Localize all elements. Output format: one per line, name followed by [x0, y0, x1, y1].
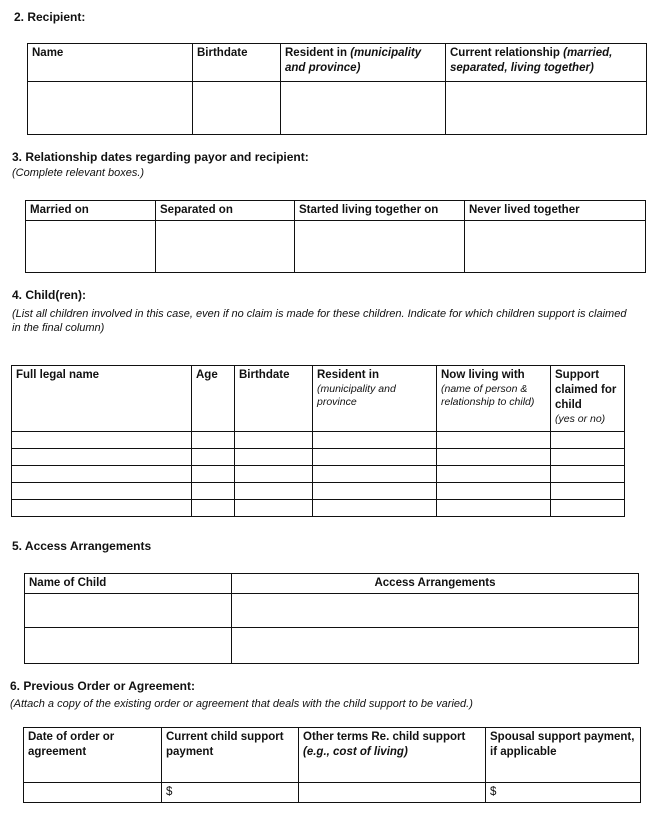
- recipient-name-field[interactable]: [28, 82, 193, 135]
- recipient-relationship-field[interactable]: [446, 82, 647, 135]
- separated-on-header: Separated on: [156, 201, 295, 221]
- section-4-note: (List all children involved in this case, even if no claim is made for these children. Indicate for which children support is claimed in the final column): [12, 308, 627, 334]
- children-table: [11, 365, 625, 517]
- table-row: [12, 466, 625, 483]
- recipient-resident-field[interactable]: [281, 82, 446, 135]
- recipient-birthdate-field[interactable]: [193, 82, 281, 135]
- recipient-relationship-header: Current relationship (married, separated, living together): [446, 44, 647, 82]
- table-row: [25, 594, 639, 628]
- current-support-header: Current child support payment: [162, 728, 299, 783]
- section-4-heading: 4. Child(ren):: [12, 288, 86, 302]
- spousal-support-header: Spousal support payment, if applicable: [486, 728, 641, 783]
- child-resident-header: Resident in (municipality and province: [313, 366, 437, 432]
- never-lived-together-field[interactable]: [465, 221, 646, 273]
- other-terms-field[interactable]: [299, 783, 486, 803]
- never-lived-together-header: Never lived together: [465, 201, 646, 221]
- separated-on-field[interactable]: [156, 221, 295, 273]
- table-row: [12, 449, 625, 466]
- started-living-together-field[interactable]: [295, 221, 465, 273]
- dollar-sign: $: [490, 786, 497, 798]
- recipient-table: [27, 43, 647, 135]
- access-child-name-header: Name of Child: [25, 574, 232, 594]
- child-living-with-header: Now living with (name of person & relationship to child): [437, 366, 551, 432]
- order-date-field[interactable]: [24, 783, 162, 803]
- recipient-name-header: Name: [28, 44, 193, 82]
- other-terms-header: Other terms Re. child support (e.g., cost of living): [299, 728, 486, 783]
- recipient-resident-header: Resident in (municipality and province): [281, 44, 446, 82]
- access-arrangements-table: [24, 573, 639, 664]
- section-6-note: (Attach a copy of the existing order or agreement that deals with the child support to be varied.): [10, 698, 473, 710]
- table-row: [12, 500, 625, 517]
- previous-order-table: [23, 727, 641, 803]
- child-name-header: Full legal name: [12, 366, 192, 432]
- married-on-field[interactable]: [26, 221, 156, 273]
- table-row: [25, 628, 639, 664]
- access-arrangements-header: Access Arrangements: [232, 574, 639, 594]
- dollar-sign: $: [166, 786, 173, 798]
- child-support-claimed-header: Support claimed for child (yes or no): [551, 366, 625, 432]
- child-age-header: Age: [192, 366, 235, 432]
- section-6-heading: 6. Previous Order or Agreement:: [10, 679, 195, 693]
- recipient-birthdate-header: Birthdate: [193, 44, 281, 82]
- married-on-header: Married on: [26, 201, 156, 221]
- table-row: [12, 432, 625, 449]
- current-support-field[interactable]: [162, 783, 299, 803]
- section-2-heading: 2. Recipient:: [14, 10, 86, 24]
- relationship-dates-table: [25, 200, 646, 273]
- spousal-support-field[interactable]: [486, 783, 641, 803]
- section-3-note: (Complete relevant boxes.): [12, 167, 145, 179]
- section-5-heading: 5. Access Arrangements: [12, 539, 152, 553]
- child-birthdate-header: Birthdate: [235, 366, 313, 432]
- order-date-header: Date of order or agreement: [24, 728, 162, 783]
- section-3-heading: 3. Relationship dates regarding payor and recipient:: [12, 150, 309, 164]
- started-living-together-header: Started living together on: [295, 201, 465, 221]
- table-row: [12, 483, 625, 500]
